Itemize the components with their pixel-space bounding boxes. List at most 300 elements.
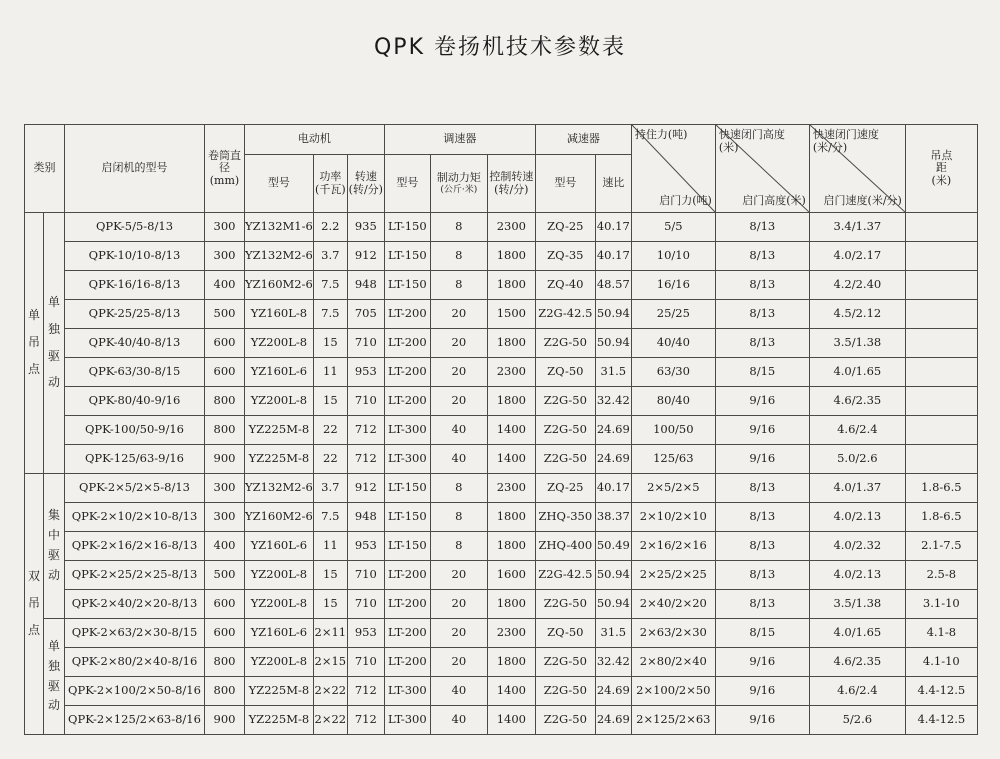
spec-table (24, 124, 978, 735)
cell-reducer-ratio: 24.69 (595, 677, 631, 706)
cell-model: QPK-2×63/2×30-8/15 (65, 619, 205, 648)
cell-holding-force: 40/40 (631, 329, 715, 358)
cell-motor-type: YZ200L-8 (245, 648, 314, 677)
cell-motor-power: 15 (313, 387, 347, 416)
group-double (25, 474, 44, 735)
cell-model: QPK-100/50-9/16 (65, 416, 205, 445)
cell-motor-power: 15 (313, 329, 347, 358)
cell-model: QPK-5/5-8/13 (65, 213, 205, 242)
cell-close-height: 8/15 (715, 358, 809, 387)
cell-motor-type: YZ225M-8 (245, 706, 314, 735)
cell-reducer-type: Z2G-50 (535, 329, 595, 358)
cell-span (905, 329, 977, 358)
cell-close-height: 9/16 (715, 387, 809, 416)
header-model: 启闭机的型号 (65, 125, 205, 213)
cell-governor-torque: 20 (430, 561, 487, 590)
cell-holding-force: 2×100/2×50 (631, 677, 715, 706)
cell-close-speed: 3.5/1.38 (809, 329, 905, 358)
cell-governor-type: LT-200 (384, 329, 430, 358)
group-char: 吊 (27, 596, 40, 611)
cell-reducer-type: Z2G-50 (535, 590, 595, 619)
table-row (25, 271, 978, 300)
header-reducer: 减速器 (535, 125, 631, 155)
cell-holding-force: 10/10 (631, 242, 715, 271)
cell-governor-type: LT-200 (384, 300, 430, 329)
cell-drum-diameter: 300 (205, 242, 245, 271)
cell-holding-force: 125/63 (631, 445, 715, 474)
cell-motor-type: YZ225M-8 (245, 445, 314, 474)
cell-reducer-type: Z2G-50 (535, 677, 595, 706)
cell-governor-torque: 40 (430, 445, 487, 474)
cell-governor-type: LT-200 (384, 590, 430, 619)
cell-motor-type: YZ225M-8 (245, 677, 314, 706)
cell-governor-speed: 1800 (487, 648, 535, 677)
cell-close-speed: 4.2/2.40 (809, 271, 905, 300)
cell-governor-torque: 20 (430, 619, 487, 648)
cell-drum-diameter: 300 (205, 213, 245, 242)
header-governor-torque-unit: (公斤·米) (440, 184, 478, 195)
cell-reducer-type: ZQ-50 (535, 619, 595, 648)
cell-holding-force: 16/16 (631, 271, 715, 300)
cell-span (905, 387, 977, 416)
cell-governor-torque: 20 (430, 358, 487, 387)
cell-close-speed: 4.0/1.65 (809, 619, 905, 648)
cell-drum-diameter: 600 (205, 619, 245, 648)
cell-motor-type: YZ225M-8 (245, 416, 314, 445)
cell-governor-torque: 8 (430, 532, 487, 561)
cell-governor-speed: 1400 (487, 677, 535, 706)
header-motor-power: 功率(千瓦) (313, 155, 347, 213)
cell-motor-speed: 710 (347, 590, 384, 619)
group-char: 点 (27, 361, 40, 376)
cell-governor-type: LT-150 (384, 242, 430, 271)
cell-motor-power: 22 (313, 416, 347, 445)
cell-motor-speed: 712 (347, 706, 384, 735)
cell-reducer-ratio: 40.17 (595, 213, 631, 242)
cell-governor-speed: 2300 (487, 474, 535, 503)
table-row (25, 503, 978, 532)
cell-close-height: 9/16 (715, 706, 809, 735)
cell-drum-diameter: 800 (205, 648, 245, 677)
cell-close-height: 9/16 (715, 416, 809, 445)
cell-reducer-ratio: 31.5 (595, 619, 631, 648)
cell-close-speed: 5/2.6 (809, 706, 905, 735)
cell-model: QPK-16/16-8/13 (65, 271, 205, 300)
header-span: 吊点距(米) (905, 125, 977, 213)
cell-motor-type: YZ200L-8 (245, 561, 314, 590)
cell-governor-type: LT-200 (384, 358, 430, 387)
group-char: 驱 (47, 348, 60, 363)
cell-reducer-type: Z2G-50 (535, 648, 595, 677)
cell-governor-speed: 1500 (487, 300, 535, 329)
cell-drum-diameter: 400 (205, 271, 245, 300)
table-row (25, 416, 978, 445)
cell-motor-type: YZ132M2-6 (245, 474, 314, 503)
cell-motor-power: 3.7 (313, 474, 347, 503)
cell-model: QPK-2×40/2×20-8/13 (65, 590, 205, 619)
cell-span: 1.8-6.5 (905, 474, 977, 503)
group-char: 动 (47, 375, 60, 390)
cell-motor-power: 11 (313, 532, 347, 561)
group-char: 单 (27, 308, 40, 323)
cell-motor-type: YZ132M2-6 (245, 242, 314, 271)
cell-model: QPK-2×10/2×10-8/13 (65, 503, 205, 532)
cell-governor-speed: 1800 (487, 387, 535, 416)
cell-holding-force: 63/30 (631, 358, 715, 387)
cell-model: QPK-2×125/2×63-8/16 (65, 706, 205, 735)
table-row (25, 358, 978, 387)
cell-close-speed: 4.0/2.13 (809, 561, 905, 590)
cell-model: QPK-2×5/2×5-8/13 (65, 474, 205, 503)
table-row (25, 300, 978, 329)
cell-governor-torque: 20 (430, 329, 487, 358)
cell-reducer-type: Z2G-50 (535, 387, 595, 416)
cell-reducer-ratio: 40.17 (595, 474, 631, 503)
cell-close-speed: 4.0/1.65 (809, 358, 905, 387)
cell-holding-force: 5/5 (631, 213, 715, 242)
group-char: 动 (47, 567, 60, 582)
cell-reducer-ratio: 24.69 (595, 445, 631, 474)
cell-drum-diameter: 600 (205, 329, 245, 358)
cell-close-speed: 4.0/2.17 (809, 242, 905, 271)
cell-motor-speed: 912 (347, 474, 384, 503)
header-governor: 调速器 (384, 125, 535, 155)
cell-motor-power: 7.5 (313, 300, 347, 329)
header-governor-type: 型号 (384, 155, 430, 213)
cell-reducer-ratio: 32.42 (595, 387, 631, 416)
cell-model: QPK-2×80/2×40-8/16 (65, 648, 205, 677)
cell-motor-power: 2×15 (313, 648, 347, 677)
cell-close-speed: 4.0/2.13 (809, 503, 905, 532)
header-governor-torque (430, 155, 487, 213)
group-char: 中 (47, 528, 60, 543)
header-reducer-ratio: 速比 (595, 155, 631, 213)
cell-reducer-type: ZQ-40 (535, 271, 595, 300)
cell-motor-power: 11 (313, 358, 347, 387)
header-holding-force (631, 125, 715, 213)
header-fast-height-label: 快速闭门高度(米) (718, 128, 785, 154)
cell-motor-type: YZ160L-6 (245, 358, 314, 387)
cell-motor-speed: 705 (347, 300, 384, 329)
page-title: QPK 卷扬机技术参数表 (373, 35, 626, 60)
cell-close-height: 9/16 (715, 445, 809, 474)
cell-reducer-ratio: 48.57 (595, 271, 631, 300)
cell-drum-diameter: 800 (205, 387, 245, 416)
cell-motor-speed: 710 (347, 648, 384, 677)
group-char: 动 (47, 698, 60, 713)
header-lifting-label: 启门力(吨) (659, 194, 712, 208)
cell-drum-diameter: 300 (205, 474, 245, 503)
cell-reducer-ratio: 40.17 (595, 242, 631, 271)
cell-motor-speed: 712 (347, 445, 384, 474)
cell-drum-diameter: 800 (205, 677, 245, 706)
cell-governor-torque: 20 (430, 648, 487, 677)
cell-reducer-type: ZHQ-350 (535, 503, 595, 532)
cell-motor-power: 22 (313, 445, 347, 474)
cell-motor-type: YZ132M1-6 (245, 213, 314, 242)
cell-motor-power: 7.5 (313, 271, 347, 300)
header-fast-speed-label: 快速闭门速度(米/分) (812, 128, 879, 154)
cell-motor-power: 2×22 (313, 677, 347, 706)
cell-motor-speed: 710 (347, 561, 384, 590)
cell-motor-power: 15 (313, 561, 347, 590)
cell-span (905, 213, 977, 242)
header-drum-diameter: 卷筒直径(mm) (205, 125, 245, 213)
cell-motor-type: YZ200L-8 (245, 590, 314, 619)
cell-governor-type: LT-300 (384, 706, 430, 735)
cell-governor-speed: 1400 (487, 416, 535, 445)
cell-close-height: 8/15 (715, 619, 809, 648)
cell-span (905, 445, 977, 474)
cell-governor-torque: 20 (430, 300, 487, 329)
cell-holding-force: 25/25 (631, 300, 715, 329)
cell-reducer-ratio: 50.49 (595, 532, 631, 561)
group-char: 驱 (47, 548, 60, 562)
cell-close-height: 8/13 (715, 329, 809, 358)
cell-governor-type: LT-150 (384, 532, 430, 561)
cell-motor-speed: 948 (347, 503, 384, 532)
cell-governor-speed: 1800 (487, 242, 535, 271)
cell-governor-type: LT-200 (384, 561, 430, 590)
group-char: 单 (47, 638, 60, 653)
cell-drum-diameter: 900 (205, 706, 245, 735)
group-single (25, 213, 44, 474)
cell-close-height: 8/13 (715, 242, 809, 271)
group-char: 双 (27, 569, 40, 584)
cell-motor-power: 3.7 (313, 242, 347, 271)
cell-governor-type: LT-200 (384, 387, 430, 416)
cell-close-speed: 4.0/2.32 (809, 532, 905, 561)
cell-span: 1.8-6.5 (905, 503, 977, 532)
cell-governor-torque: 40 (430, 706, 487, 735)
cell-reducer-type: Z2G-50 (535, 416, 595, 445)
header-holding-label: 持住力(吨) (634, 128, 688, 141)
cell-reducer-ratio: 50.94 (595, 590, 631, 619)
cell-reducer-ratio: 32.42 (595, 648, 631, 677)
cell-governor-torque: 8 (430, 242, 487, 271)
cell-close-height: 9/16 (715, 677, 809, 706)
cell-governor-type: LT-300 (384, 445, 430, 474)
cell-governor-speed: 2300 (487, 358, 535, 387)
cell-span: 3.1-10 (905, 590, 977, 619)
cell-governor-torque: 8 (430, 503, 487, 532)
cell-span: 4.4-12.5 (905, 706, 977, 735)
cell-drum-diameter: 600 (205, 590, 245, 619)
header-motor-type: 型号 (245, 155, 314, 213)
cell-model: QPK-2×100/2×50-8/16 (65, 677, 205, 706)
cell-span (905, 358, 977, 387)
cell-holding-force: 2×10/2×10 (631, 503, 715, 532)
header-open-speed-label: 启门速度(米/分) (823, 194, 902, 208)
cell-span (905, 300, 977, 329)
table-row (25, 561, 978, 590)
cell-governor-type: LT-300 (384, 677, 430, 706)
cell-model: QPK-2×25/2×25-8/13 (65, 561, 205, 590)
cell-reducer-type: ZQ-35 (535, 242, 595, 271)
cell-governor-speed: 1800 (487, 271, 535, 300)
group-central_drive (44, 474, 65, 619)
cell-close-height: 8/13 (715, 590, 809, 619)
cell-span (905, 416, 977, 445)
cell-governor-type: LT-200 (384, 619, 430, 648)
group-char: 独 (47, 658, 60, 673)
cell-reducer-type: ZQ-25 (535, 474, 595, 503)
cell-governor-speed: 1800 (487, 329, 535, 358)
cell-motor-speed: 935 (347, 213, 384, 242)
cell-governor-speed: 1600 (487, 561, 535, 590)
cell-holding-force: 2×125/2×63 (631, 706, 715, 735)
cell-close-speed: 3.5/1.38 (809, 590, 905, 619)
cell-drum-diameter: 400 (205, 532, 245, 561)
cell-motor-power: 2×11 (313, 619, 347, 648)
cell-governor-speed: 2300 (487, 619, 535, 648)
cell-close-height: 8/13 (715, 561, 809, 590)
cell-governor-speed: 2300 (487, 213, 535, 242)
cell-motor-power: 2.2 (313, 213, 347, 242)
cell-reducer-ratio: 50.94 (595, 300, 631, 329)
cell-model: QPK-40/40-8/13 (65, 329, 205, 358)
cell-close-height: 8/13 (715, 213, 809, 242)
group-char: 集 (47, 508, 60, 523)
cell-reducer-type: ZQ-50 (535, 358, 595, 387)
cell-motor-speed: 712 (347, 677, 384, 706)
header-category: 类别 (25, 125, 65, 213)
table-row (25, 590, 978, 619)
cell-motor-power: 2×22 (313, 706, 347, 735)
spec-table-body (25, 213, 978, 735)
cell-span: 4.1-8 (905, 619, 977, 648)
cell-holding-force: 80/40 (631, 387, 715, 416)
group-char: 吊 (27, 335, 40, 350)
table-row (25, 387, 978, 416)
cell-model: QPK-10/10-8/13 (65, 242, 205, 271)
table-row (25, 706, 978, 735)
cell-close-speed: 4.0/1.37 (809, 474, 905, 503)
cell-governor-speed: 1400 (487, 445, 535, 474)
cell-drum-diameter: 300 (205, 503, 245, 532)
cell-motor-speed: 710 (347, 329, 384, 358)
cell-close-speed: 4.6/2.4 (809, 677, 905, 706)
cell-governor-type: LT-300 (384, 416, 430, 445)
cell-motor-speed: 710 (347, 387, 384, 416)
cell-governor-type: LT-150 (384, 474, 430, 503)
cell-reducer-type: Z2G-50 (535, 445, 595, 474)
cell-governor-speed: 1800 (487, 532, 535, 561)
cell-governor-type: LT-150 (384, 271, 430, 300)
cell-reducer-ratio: 31.5 (595, 358, 631, 387)
table-row (25, 648, 978, 677)
table-row (25, 213, 978, 242)
group-single_drive (44, 213, 65, 474)
cell-holding-force: 2×80/2×40 (631, 648, 715, 677)
cell-governor-torque: 20 (430, 590, 487, 619)
cell-reducer-type: ZQ-25 (535, 213, 595, 242)
cell-reducer-ratio: 50.94 (595, 561, 631, 590)
cell-motor-speed: 953 (347, 619, 384, 648)
cell-motor-type: YZ200L-8 (245, 387, 314, 416)
header-governor-speed: 控制转速(转/分) (487, 155, 535, 213)
cell-holding-force: 2×63/2×30 (631, 619, 715, 648)
cell-close-speed: 3.4/1.37 (809, 213, 905, 242)
cell-holding-force: 2×25/2×25 (631, 561, 715, 590)
cell-motor-speed: 912 (347, 242, 384, 271)
cell-governor-torque: 8 (430, 213, 487, 242)
cell-close-height: 9/16 (715, 648, 809, 677)
cell-close-speed: 4.6/2.35 (809, 648, 905, 677)
cell-reducer-type: ZHQ-400 (535, 532, 595, 561)
cell-close-speed: 4.6/2.4 (809, 416, 905, 445)
cell-governor-torque: 8 (430, 474, 487, 503)
cell-motor-type: YZ160M2-6 (245, 271, 314, 300)
group-char: 单 (47, 294, 60, 309)
cell-span: 2.1-7.5 (905, 532, 977, 561)
cell-model: QPK-125/63-9/16 (65, 445, 205, 474)
header-fast-close-height (715, 125, 809, 213)
cell-drum-diameter: 600 (205, 358, 245, 387)
cell-governor-torque: 8 (430, 271, 487, 300)
cell-motor-speed: 953 (347, 358, 384, 387)
cell-holding-force: 100/50 (631, 416, 715, 445)
group-char: 点 (27, 622, 40, 637)
table-row (25, 532, 978, 561)
header-motor: 电动机 (245, 125, 385, 155)
cell-reducer-ratio: 24.69 (595, 416, 631, 445)
cell-close-height: 8/13 (715, 503, 809, 532)
cell-drum-diameter: 800 (205, 416, 245, 445)
cell-span: 4.4-12.5 (905, 677, 977, 706)
cell-model: QPK-2×16/2×16-8/13 (65, 532, 205, 561)
header-fast-close-speed (809, 125, 905, 213)
cell-governor-type: LT-200 (384, 648, 430, 677)
cell-close-speed: 5.0/2.6 (809, 445, 905, 474)
cell-governor-torque: 40 (430, 416, 487, 445)
cell-motor-speed: 948 (347, 271, 384, 300)
cell-governor-type: LT-150 (384, 213, 430, 242)
cell-governor-type: LT-150 (384, 503, 430, 532)
cell-motor-type: YZ200L-8 (245, 329, 314, 358)
cell-reducer-ratio: 24.69 (595, 706, 631, 735)
cell-close-speed: 4.5/2.12 (809, 300, 905, 329)
cell-model: QPK-80/40-9/16 (65, 387, 205, 416)
cell-model: QPK-25/25-8/13 (65, 300, 205, 329)
cell-governor-torque: 40 (430, 677, 487, 706)
cell-span: 2.5-8 (905, 561, 977, 590)
cell-holding-force: 2×16/2×16 (631, 532, 715, 561)
cell-drum-diameter: 500 (205, 300, 245, 329)
cell-span: 4.1-10 (905, 648, 977, 677)
cell-governor-speed: 1400 (487, 706, 535, 735)
table-row (25, 619, 978, 648)
cell-holding-force: 2×40/2×20 (631, 590, 715, 619)
header-motor-speed: 转速(转/分) (347, 155, 384, 213)
cell-span (905, 242, 977, 271)
header-open-height-label: 启门高度(米) (742, 194, 806, 208)
cell-close-height: 8/13 (715, 474, 809, 503)
cell-drum-diameter: 500 (205, 561, 245, 590)
cell-holding-force: 2×5/2×5 (631, 474, 715, 503)
table-row (25, 677, 978, 706)
cell-span (905, 271, 977, 300)
table-row (25, 329, 978, 358)
cell-motor-speed: 953 (347, 532, 384, 561)
group-separate_drive (44, 619, 65, 735)
cell-motor-type: YZ160M2-6 (245, 503, 314, 532)
cell-reducer-type: Z2G-42.5 (535, 300, 595, 329)
cell-close-height: 8/13 (715, 271, 809, 300)
group-char: 独 (47, 321, 60, 336)
cell-governor-speed: 1800 (487, 590, 535, 619)
table-row (25, 474, 978, 503)
